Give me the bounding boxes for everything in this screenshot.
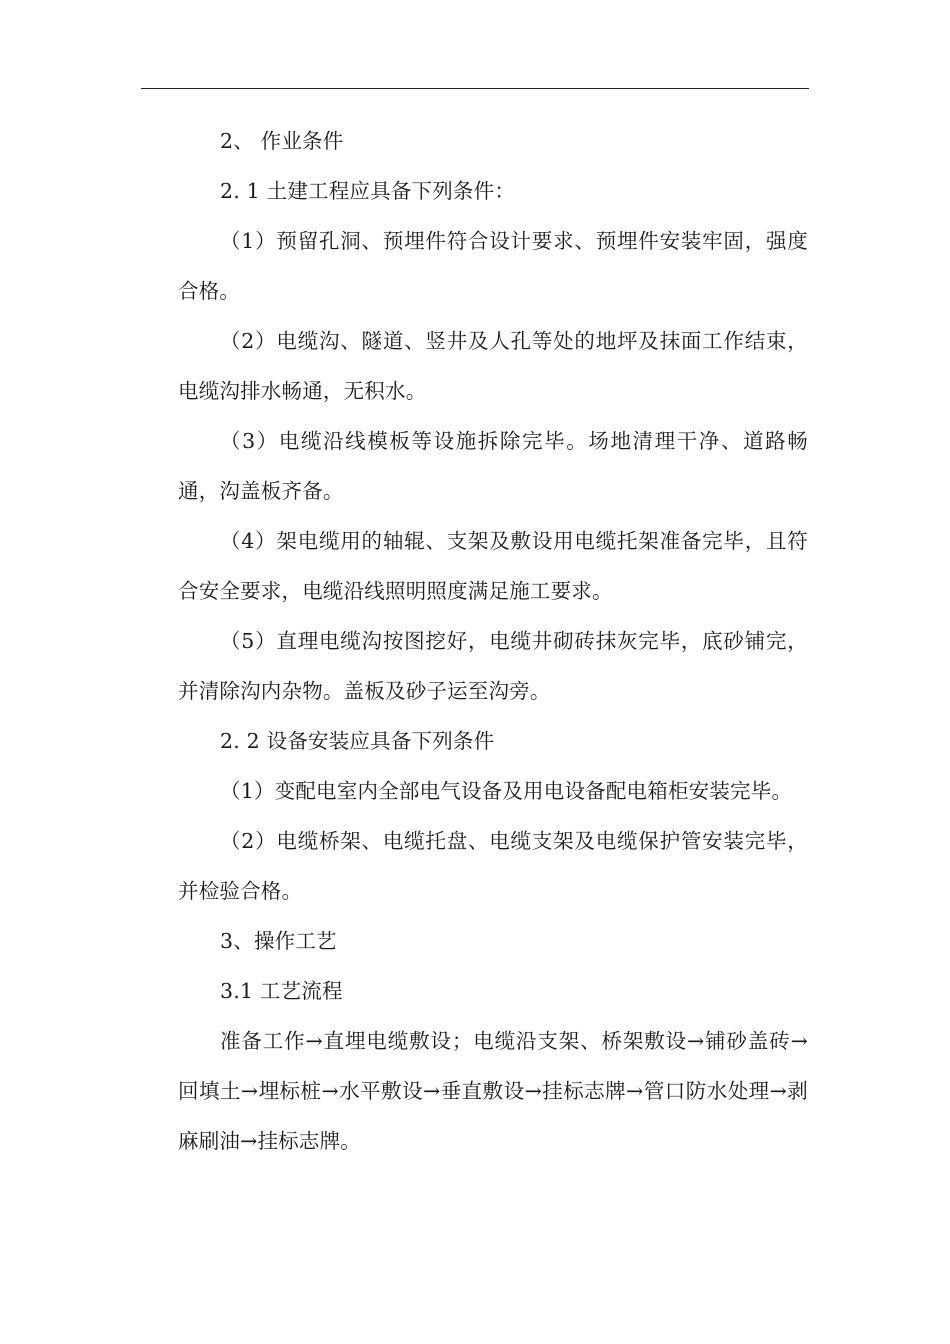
paragraph-equipment-item-1: （1）变配电室内全部电气设备及用电设备配电箱柜安装完毕。 <box>220 779 793 803</box>
paragraph-item-5: （5）直理电缆沟按图挖好，电缆井砌砖抹灰完毕，底砂铺完，并清除沟内杂物。盖板及砂子运至沟旁。 <box>178 629 808 703</box>
paragraph-equipment-item-2: （2）电缆桥架、电缆托盘、电缆支架及电缆保护管安装完毕，并检验合格。 <box>178 829 808 903</box>
heading-operation-process: 3、操作工艺 <box>220 929 337 953</box>
subheading-civil-conditions: 2. 1 土建工程应具备下列条件： <box>220 179 516 203</box>
paragraph-process-flow: 准备工作→直埋电缆敷设；电缆沿支架、桥架敷设→铺砂盖砖→回填土→埋标桩→水平敷设→垂直敷设→挂标志牌→管口防水处理→剥麻刷油→挂标志牌。 <box>178 1029 808 1153</box>
subheading-equipment-conditions: 2. 2 设备安装应具备下列条件 <box>220 729 495 753</box>
subheading-process-flow: 3.1 工艺流程 <box>220 979 343 1003</box>
paragraph-item-1: （1）预留孔洞、预埋件符合设计要求、预埋件安装牢固，强度合格。 <box>178 229 808 303</box>
header-rule <box>141 88 809 89</box>
paragraph-item-4: （4）架电缆用的轴辊、支架及敷设用电缆托架准备完毕，且符合安全要求，电缆沿线照明照度满足施工要求。 <box>178 529 808 603</box>
heading-work-conditions: 2、 作业条件 <box>220 129 344 153</box>
paragraph-item-3: （3）电缆沿线模板等设施拆除完毕。场地清理干净、道路畅通，沟盖板齐备。 <box>178 429 808 503</box>
paragraph-item-2: （2）电缆沟、隧道、竖井及人孔等处的地坪及抹面工作结束，电缆沟排水畅通，无积水。 <box>178 329 808 403</box>
document-body <box>178 116 808 1166</box>
